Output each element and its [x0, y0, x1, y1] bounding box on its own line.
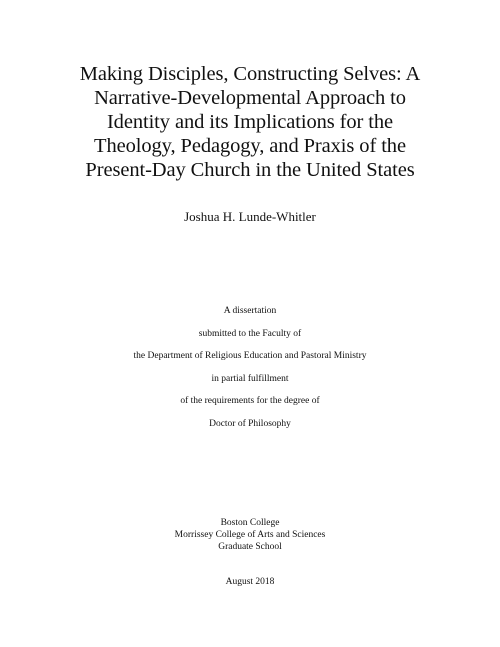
institution-line: Graduate School [218, 542, 282, 552]
dissertation-title [0, 62, 500, 182]
title-line: Theology, Pedagogy, and Praxis of the [94, 135, 406, 157]
title-line: Narrative-Developmental Approach to [94, 87, 406, 109]
submission-line: A dissertation [223, 306, 277, 316]
submission-line: Doctor of Philosophy [209, 418, 291, 429]
institution-block [0, 517, 500, 553]
submission-line: in partial fulfillment [211, 373, 289, 384]
author-name: Joshua H. Lunde-Whitler [184, 209, 316, 224]
submission-line: submitted to the Faculty of [198, 328, 302, 339]
title-line: Making Disciples, Constructing Selves: A [79, 63, 421, 85]
submission-line: of the requirements for the degree of [180, 396, 320, 407]
submission-statement [0, 304, 500, 440]
title-line: Identity and its Implications for the [106, 111, 394, 133]
submission-date: August 2018 [225, 577, 275, 587]
submission-line: the Department of Religious Education and Pastoral Ministry [133, 351, 367, 362]
institution-line: Boston College [220, 518, 280, 528]
institution-line: Morrissey College of Arts and Sciences [174, 530, 326, 540]
title-line: Present-Day Church in the United States [85, 159, 415, 181]
